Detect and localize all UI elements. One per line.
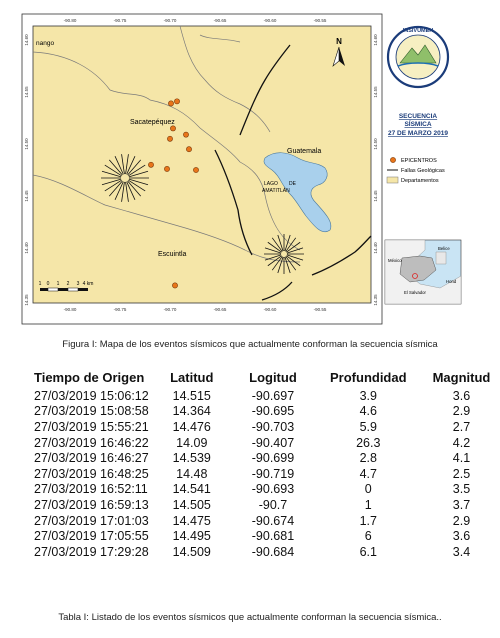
label-escuintla: Escuintla	[158, 251, 187, 258]
table-cell: 27/03/2019 16:52:11	[34, 482, 148, 497]
table-cell: 1.7	[359, 513, 377, 528]
table-cell: 14.09	[176, 435, 208, 450]
tick-label: -90.65	[213, 307, 227, 312]
header-magnitud: Magnitud	[432, 370, 491, 385]
svg-text:El Salvador: El Salvador	[404, 290, 426, 295]
tick-label: 14.55	[373, 86, 378, 98]
table-row	[34, 388, 500, 404]
table-cell: 27/03/2019 17:01:03	[34, 513, 149, 528]
epicenter-marker	[148, 162, 153, 167]
table-cell: 3.4	[452, 544, 471, 559]
table-cell: -90.7	[258, 497, 288, 512]
tick-label: -90.80	[63, 18, 77, 23]
header-profundidad: Profundidad	[330, 370, 407, 385]
label-chimaltenango: nango	[36, 40, 55, 47]
tick-label: -90.80	[63, 307, 77, 312]
table-header-row	[34, 370, 500, 388]
tick-label: -90.75	[113, 18, 127, 23]
table-cell: 6.1	[359, 544, 377, 559]
table-cell: 27/03/2019 17:29:28	[34, 544, 149, 559]
table-row	[34, 497, 500, 513]
label-sacatepequez: Sacatepéquez	[130, 119, 175, 126]
table-cell: 26.3	[356, 435, 381, 450]
tick-label: -90.60	[263, 18, 277, 23]
table-cell: 14.48	[176, 466, 208, 481]
table-row	[34, 528, 500, 544]
table-cell: 2.7	[452, 419, 471, 434]
table-row	[34, 466, 500, 482]
tick-label: 14.50	[24, 138, 29, 150]
table-cell: 14.539	[172, 451, 211, 466]
table-cell: 4.6	[359, 404, 377, 419]
tick-label: 14.60	[24, 34, 29, 46]
epicenter-marker	[167, 136, 172, 141]
table-cell: 0	[364, 482, 372, 497]
table-cell: 5.9	[359, 419, 377, 434]
legend-epicenter-icon	[390, 157, 395, 162]
table-cell: 14.476	[172, 419, 211, 434]
legend-epicentros: EPICENTROS	[401, 158, 437, 164]
table-cell: 6	[364, 529, 372, 544]
scale-bar	[39, 281, 94, 291]
table-cell: -90.703	[251, 419, 295, 434]
tick-label: -90.70	[163, 307, 177, 312]
header-longitud: Logitud	[249, 370, 297, 385]
scale-number: 1	[38, 281, 42, 287]
epicenter-marker	[172, 283, 177, 288]
table-cell: 14.515	[172, 388, 211, 403]
table-cell: -90.684	[251, 544, 295, 559]
svg-text:INSIVUMEH: INSIVUMEH	[402, 28, 434, 34]
table-cell: 2.5	[452, 466, 471, 481]
insivumeh-logo	[388, 27, 448, 87]
map-legend	[387, 157, 445, 184]
svg-text:27 DE MARZO 2019: 27 DE MARZO 2019	[388, 130, 448, 137]
scale-number: 4 km	[82, 281, 94, 287]
legend-departamentos: Departamentos	[401, 178, 439, 184]
tick-label: 14.35	[24, 294, 29, 306]
table-row	[34, 482, 500, 498]
table-row	[34, 404, 500, 420]
legend-fallas: Fallas Geológicas	[401, 168, 445, 174]
epicenter-marker	[193, 167, 198, 172]
table-cell: 4.2	[452, 435, 471, 450]
tick-label: 14.40	[24, 242, 29, 254]
header-tiempo: Tiempo de Origen	[34, 370, 145, 385]
tick-label: -90.60	[263, 307, 277, 312]
table-cell: 14.541	[172, 482, 211, 497]
svg-text:SECUENCIA: SECUENCIA	[398, 113, 438, 120]
epicenter-marker	[174, 99, 179, 104]
events-table	[34, 370, 500, 560]
scale-number: 1	[56, 281, 60, 287]
scale-number: 3	[76, 281, 80, 287]
table-row	[34, 435, 500, 451]
table-cell: 27/03/2019 16:46:22	[34, 435, 149, 450]
legend-department-icon	[387, 177, 398, 183]
tick-label: 14.50	[373, 138, 378, 150]
table-cell: -90.407	[251, 435, 295, 450]
table-cell: 3.6	[452, 388, 471, 403]
table-row	[34, 544, 500, 560]
table-cell: 3.5	[452, 482, 471, 497]
table-cell: 4.7	[359, 466, 377, 481]
epicenter-marker	[168, 101, 173, 106]
header-latitud: Latitud	[170, 370, 214, 385]
table-row	[34, 450, 500, 466]
svg-text:México: México	[388, 258, 402, 263]
table-cell: 27/03/2019 15:08:58	[34, 404, 149, 419]
epicenter-marker	[170, 126, 175, 131]
tick-label: 14.60	[373, 34, 378, 46]
figure-caption: Figura I: Mapa de los eventos sísmicos que actualmente conforman la secuencia sísmica	[62, 339, 438, 350]
table-cell: -90.693	[251, 482, 295, 497]
table-cell: 27/03/2019 15:55:21	[34, 419, 149, 434]
table-cell: -90.697	[251, 388, 295, 403]
table-cell: 3.6	[452, 529, 471, 544]
table-cell: 14.505	[172, 497, 211, 512]
label-de: DE	[289, 181, 296, 187]
inset-map	[385, 240, 461, 304]
table-cell: 27/03/2019 15:06:12	[34, 388, 149, 403]
map-land-area	[33, 26, 371, 303]
table-cell: 2.9	[452, 513, 471, 528]
tick-label: -90.75	[113, 307, 127, 312]
table-cell: -90.695	[251, 404, 295, 419]
svg-text:Belice: Belice	[438, 246, 450, 251]
table-cell: 2.9	[452, 404, 471, 419]
table-cell: 14.495	[172, 529, 211, 544]
scale-number: 2	[66, 281, 70, 287]
map-title	[388, 113, 448, 137]
tick-label: -90.55	[313, 18, 327, 23]
svg-text:SÍSMICA: SÍSMICA	[404, 121, 432, 128]
table-cell: 14.364	[172, 404, 211, 419]
label-guatemala: Guatemala	[287, 148, 322, 155]
table-cell: 4.1	[452, 451, 471, 466]
svg-text:Hond: Hond	[446, 279, 457, 284]
table-cell: 27/03/2019 16:46:27	[34, 451, 149, 466]
table-cell: 1	[364, 497, 372, 512]
table-cell: 27/03/2019 16:59:13	[34, 497, 149, 512]
table-cell: 27/03/2019 16:48:25	[34, 466, 149, 481]
epicenter-marker	[164, 166, 169, 171]
table-row	[34, 419, 500, 435]
table-cell: 3.7	[452, 497, 471, 512]
tick-label: 14.40	[373, 242, 378, 254]
table-cell: -90.674	[251, 513, 295, 528]
scale-number: 0	[46, 281, 50, 287]
tick-label: 14.45	[24, 190, 29, 202]
label-amatitlan: AMATITLÁN	[262, 188, 290, 194]
tick-label: 14.45	[373, 190, 378, 202]
tick-label: -90.65	[213, 18, 227, 23]
epicenter-marker	[186, 147, 191, 152]
table-cell: 14.475	[172, 513, 211, 528]
epicenter-marker	[183, 132, 188, 137]
table-caption: Tabla I: Listado de los eventos sísmicos que actualmente conforman la secuencia sísmica..	[58, 612, 442, 623]
svg-text:N: N	[336, 37, 342, 46]
label-lago: LAGO	[264, 181, 278, 187]
table-cell: 2.8	[359, 451, 377, 466]
table-cell: 3.9	[359, 388, 377, 403]
table-cell: 27/03/2019 17:05:55	[34, 529, 149, 544]
table-cell: 14.509	[172, 544, 211, 559]
table-cell: -90.719	[251, 466, 295, 481]
tick-label: -90.70	[163, 18, 177, 23]
tick-label: -90.55	[313, 307, 327, 312]
table-row	[34, 513, 500, 529]
tick-label: 14.55	[24, 86, 29, 98]
table-cell: -90.699	[251, 451, 295, 466]
tick-label: 14.35	[373, 294, 378, 306]
table-cell: -90.681	[251, 529, 295, 544]
